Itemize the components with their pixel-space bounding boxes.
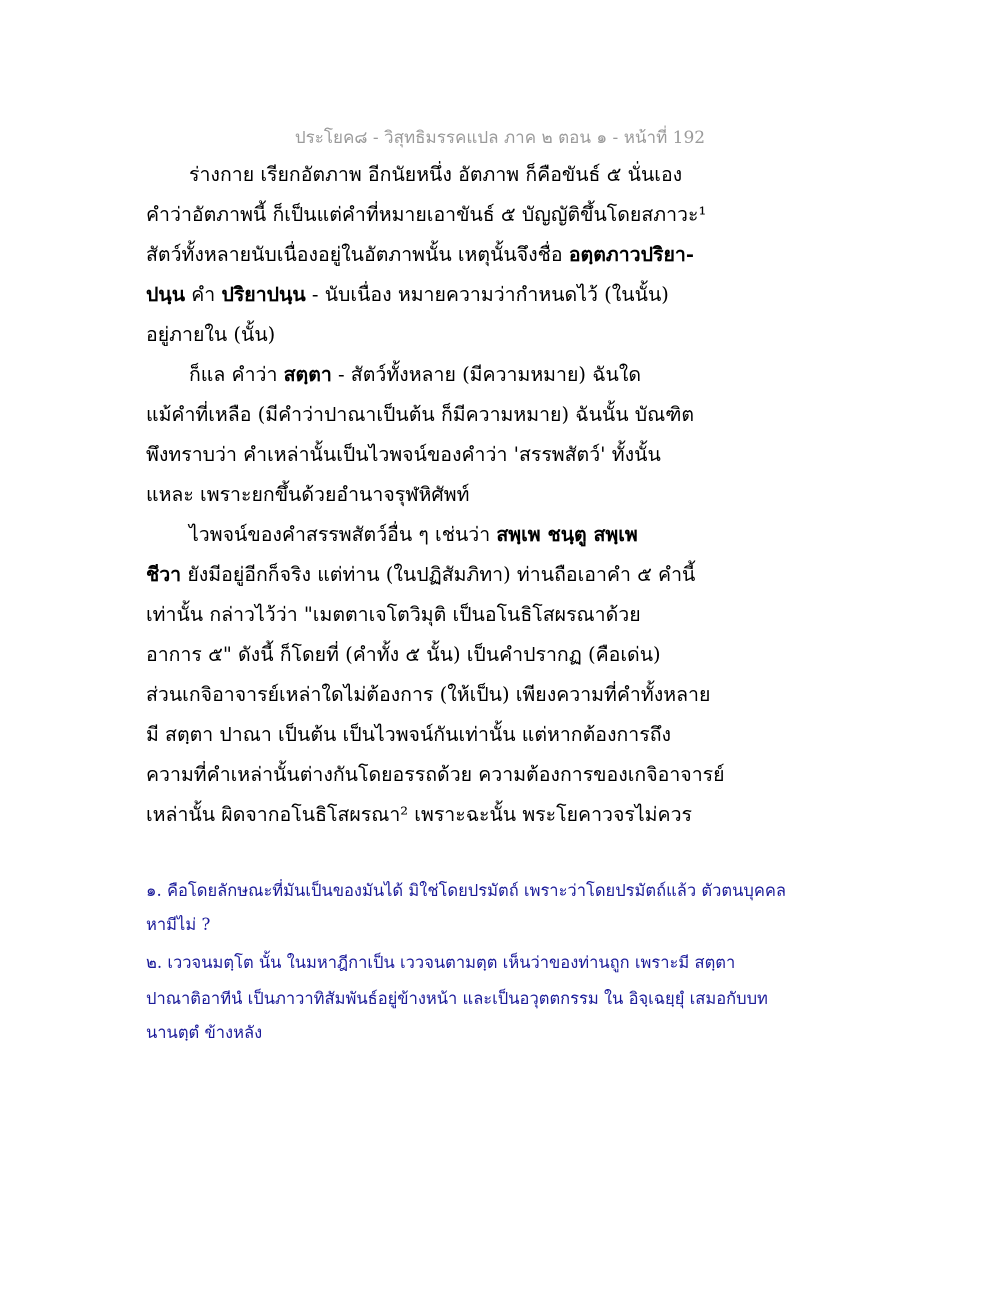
text-segment: คำ: [185, 283, 222, 306]
pali-term: ปริยาปนฺน: [221, 283, 306, 306]
text-line-10: [189, 515, 638, 555]
text-line-2: คำว่าอัตภาพนี้ ก็เป็นแต่คำที่หมายเอาขันธ์ ๕ บัญญัติขึ้นโดยสภาวะ¹: [146, 203, 707, 226]
pali-term: สตฺตา: [283, 363, 332, 386]
text-line-4: [146, 275, 669, 315]
text-line-14: ส่วนเกจิอาจารย์เหล่าใดไม่ต้องการ (ให้เป็น) เพียงความที่คำทั้งหลาย: [146, 683, 711, 706]
text-line-15: มี สตฺตา ปาณา เป็นต้น เป็นไวพจน์กันเท่านั้น แต่หากต้องการถึง: [146, 723, 672, 746]
text-line-9: แหละ เพราะยกขึ้นด้วยอำนาจรุฬหิศัพท์: [146, 483, 470, 506]
footnote-2-line-3: นานตฺตํ ข้างหลัง: [146, 1023, 263, 1042]
text-line-16: ความที่คำเหล่านั้นต่างกันโดยอรรถด้วย ความต้องการของเกจิอาจารย์: [146, 763, 725, 786]
text-line-17: เหล่านั้น ผิดจากอโนธิโสผรณา² เพราะฉะนั้น พระโยคาวจรไม่ควร: [146, 803, 692, 826]
text-segment: ไวพจน์ของคำสรรพสัตว์อื่น ๆ เช่นว่า: [189, 523, 497, 546]
text-segment: ยังมีอยู่อีกก็จริง แต่ท่าน (ในปฏิสัมภิทา) ท่านถือเอาคำ ๕ คำนี้: [181, 563, 696, 586]
text-line-13: อาการ ๕" ดังนี้ ก็โดยที่ (คำทั้ง ๕ นั้น) เป็นคำปรากฏ (คือเด่น): [146, 643, 661, 666]
footnote-2-line-1: ๒. เววจนมตฺโต นั้น ในมหาฎีกาเป็น เววจนตามตฺต เห็นว่าของท่านถูก เพราะมี สตฺตา: [146, 953, 736, 972]
footnote-1-line-2: หามีไม่ ?: [146, 915, 211, 934]
pali-term: สพฺเพ ชนฺตู สพฺเพ: [496, 523, 638, 546]
text-segment: ก็แล คำว่า: [189, 363, 284, 386]
pali-term: ปนฺน: [146, 283, 186, 306]
page-header: ประโยค๘ - วิสุทธิมรรคแปล ภาค ๒ ตอน ๑ - หน้าที่ 192: [294, 128, 706, 148]
text-line-3: [146, 235, 694, 275]
text-segment: - นับเนื่อง หมายความว่ากำหนดไว้ (ในนั้น): [305, 283, 669, 306]
footnote-2-line-2: ปาณาติอาทีนํ เป็นภาวาทิสัมพันธ์อยู่ข้างหน้า และเป็นอวุตตกรรม ใน อิจฺเฉยฺยุํ เสมอกับบท: [146, 989, 768, 1008]
text-segment: สัตว์ทั้งหลายนับเนื่องอยู่ในอัตภาพนั้น เหตุนั้นจึงชื่อ: [146, 243, 569, 266]
text-line-5: อยู่ภายใน (นั้น): [146, 323, 276, 346]
text-line-12: เท่านั้น กล่าวไว้ว่า "เมตตาเจโตวิมุติ เป็นอโนธิโสผรณาด้วย: [146, 603, 641, 626]
text-line-6: [189, 355, 641, 395]
footnote-1-line-1: ๑. คือโดยลักษณะที่มันเป็นของมันได้ มิใช่โดยปรมัตถ์ เพราะว่าโดยปรมัตถ์แล้ว ตัวตนบุคคล: [146, 881, 787, 900]
text-line-7: แม้คำที่เหลือ (มีคำว่าปาณาเป็นต้น ก็มีความหมาย) ฉันนั้น บัณฑิต: [146, 403, 695, 426]
text-segment: - สัตว์ทั้งหลาย (มีความหมาย) ฉันใด: [331, 363, 642, 386]
text-line-8: พึงทราบว่า คำเหล่านั้นเป็นไวพจน์ของคำว่า 'สรรพสัตว์' ทั้งนั้น: [146, 443, 661, 466]
text-line-1: ร่างกาย เรียกอัตภาพ อีกนัยหนึ่ง อัตภาพ ก็คือขันธ์ ๕ นั่นเอง: [189, 163, 683, 186]
pali-term: อตฺตภาวปริยา-: [568, 243, 694, 266]
text-line-11: [146, 555, 695, 595]
pali-term: ชีวา: [146, 563, 182, 586]
